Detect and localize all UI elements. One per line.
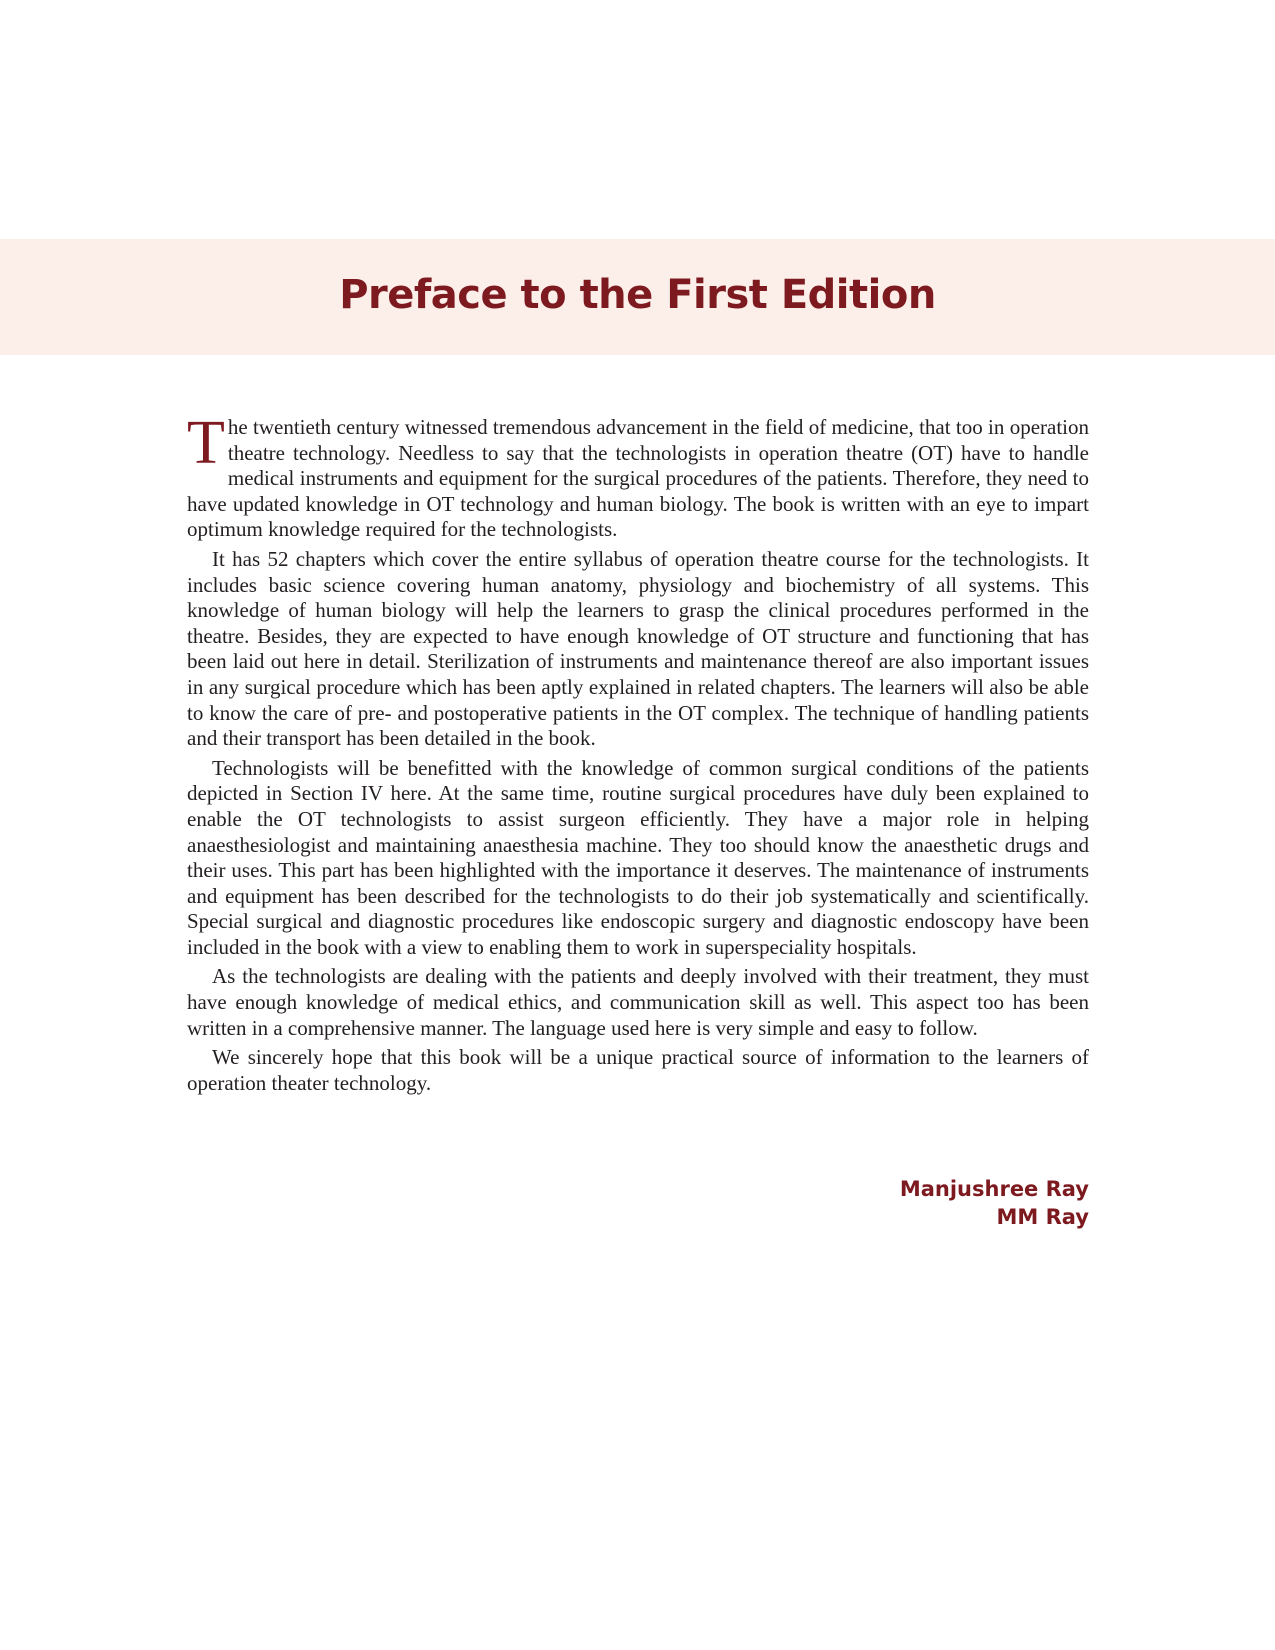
paragraph-1: [187, 409, 1089, 543]
paragraph-5: We sincerely hope that this book will be a unique practical source of information to the learners of operation theater technology.: [187, 1045, 1089, 1095]
paragraph-4: As the technologists are dealing with the patients and deeply involved with their treatment, they must have enough knowledge of medical ethics, and communication skill as well. This aspect too has been written in a comprehensive manner. The language used here is very simple and easy to follow.: [187, 964, 1089, 1040]
author-name-2: MM Ray: [996, 1205, 1089, 1229]
paragraph-1-text: he twentieth century witnessed tremendous advancement in the field of medicine, that too in operation theatre technology. Needless to say that the technologists in operation theatre (OT) have to handle medical instruments and equipment for the surgical procedures of the patients. Therefore, they need to have updated knowledge in OT technology and human biology. The book is written with an eye to impart optimum knowledge required for the technologists.: [187, 415, 1089, 542]
paragraph-2: It has 52 chapters which cover the entire syllabus of operation theatre course for the technologists. It includes basic science covering human anatomy, physiology and biochemistry of all systems. This knowledge of human biology will help the learners to grasp the clinical procedures performed in the theatre. Besides, they are expected to have enough knowledge of OT structure and functioning that has been laid out here in detail. Sterilization of instruments and maintenance thereof are also important issues in any surgical procedure which has been aptly explained in related chapters. The learners will also be able to know the care of pre- and postoperative patients in the OT complex. The technique of handling patients and their transport has been detailed in the book.: [187, 546, 1089, 751]
author-signature: [600, 1175, 1089, 1231]
author-name-1: Manjushree Ray: [899, 1177, 1089, 1201]
page-title: Preface to the First Edition: [339, 272, 936, 318]
paragraph-3: Technologists will be benefitted with the knowledge of common surgical conditions of the patients depicted in Section IV here. At the same time, routine surgical procedures have duly been explained to enable the OT technologists to assist surgeon efficiently. They have a major role in helping anaesthesiologist and maintaining anaesthesia machine. They too should know the anaesthetic drugs and their uses. This part has been highlighted with the importance it deserves. The maintenance of instruments and equipment has been described for the technologists to do their job systematically and scientifically. Special surgical and diagnostic procedures like endoscopic surgery and diagnostic endoscopy have been included in the book with a view to enabling them to work in superspeciality hospitals.: [187, 755, 1089, 959]
drop-cap: T: [187, 409, 225, 477]
preface-body: [187, 409, 1089, 1100]
